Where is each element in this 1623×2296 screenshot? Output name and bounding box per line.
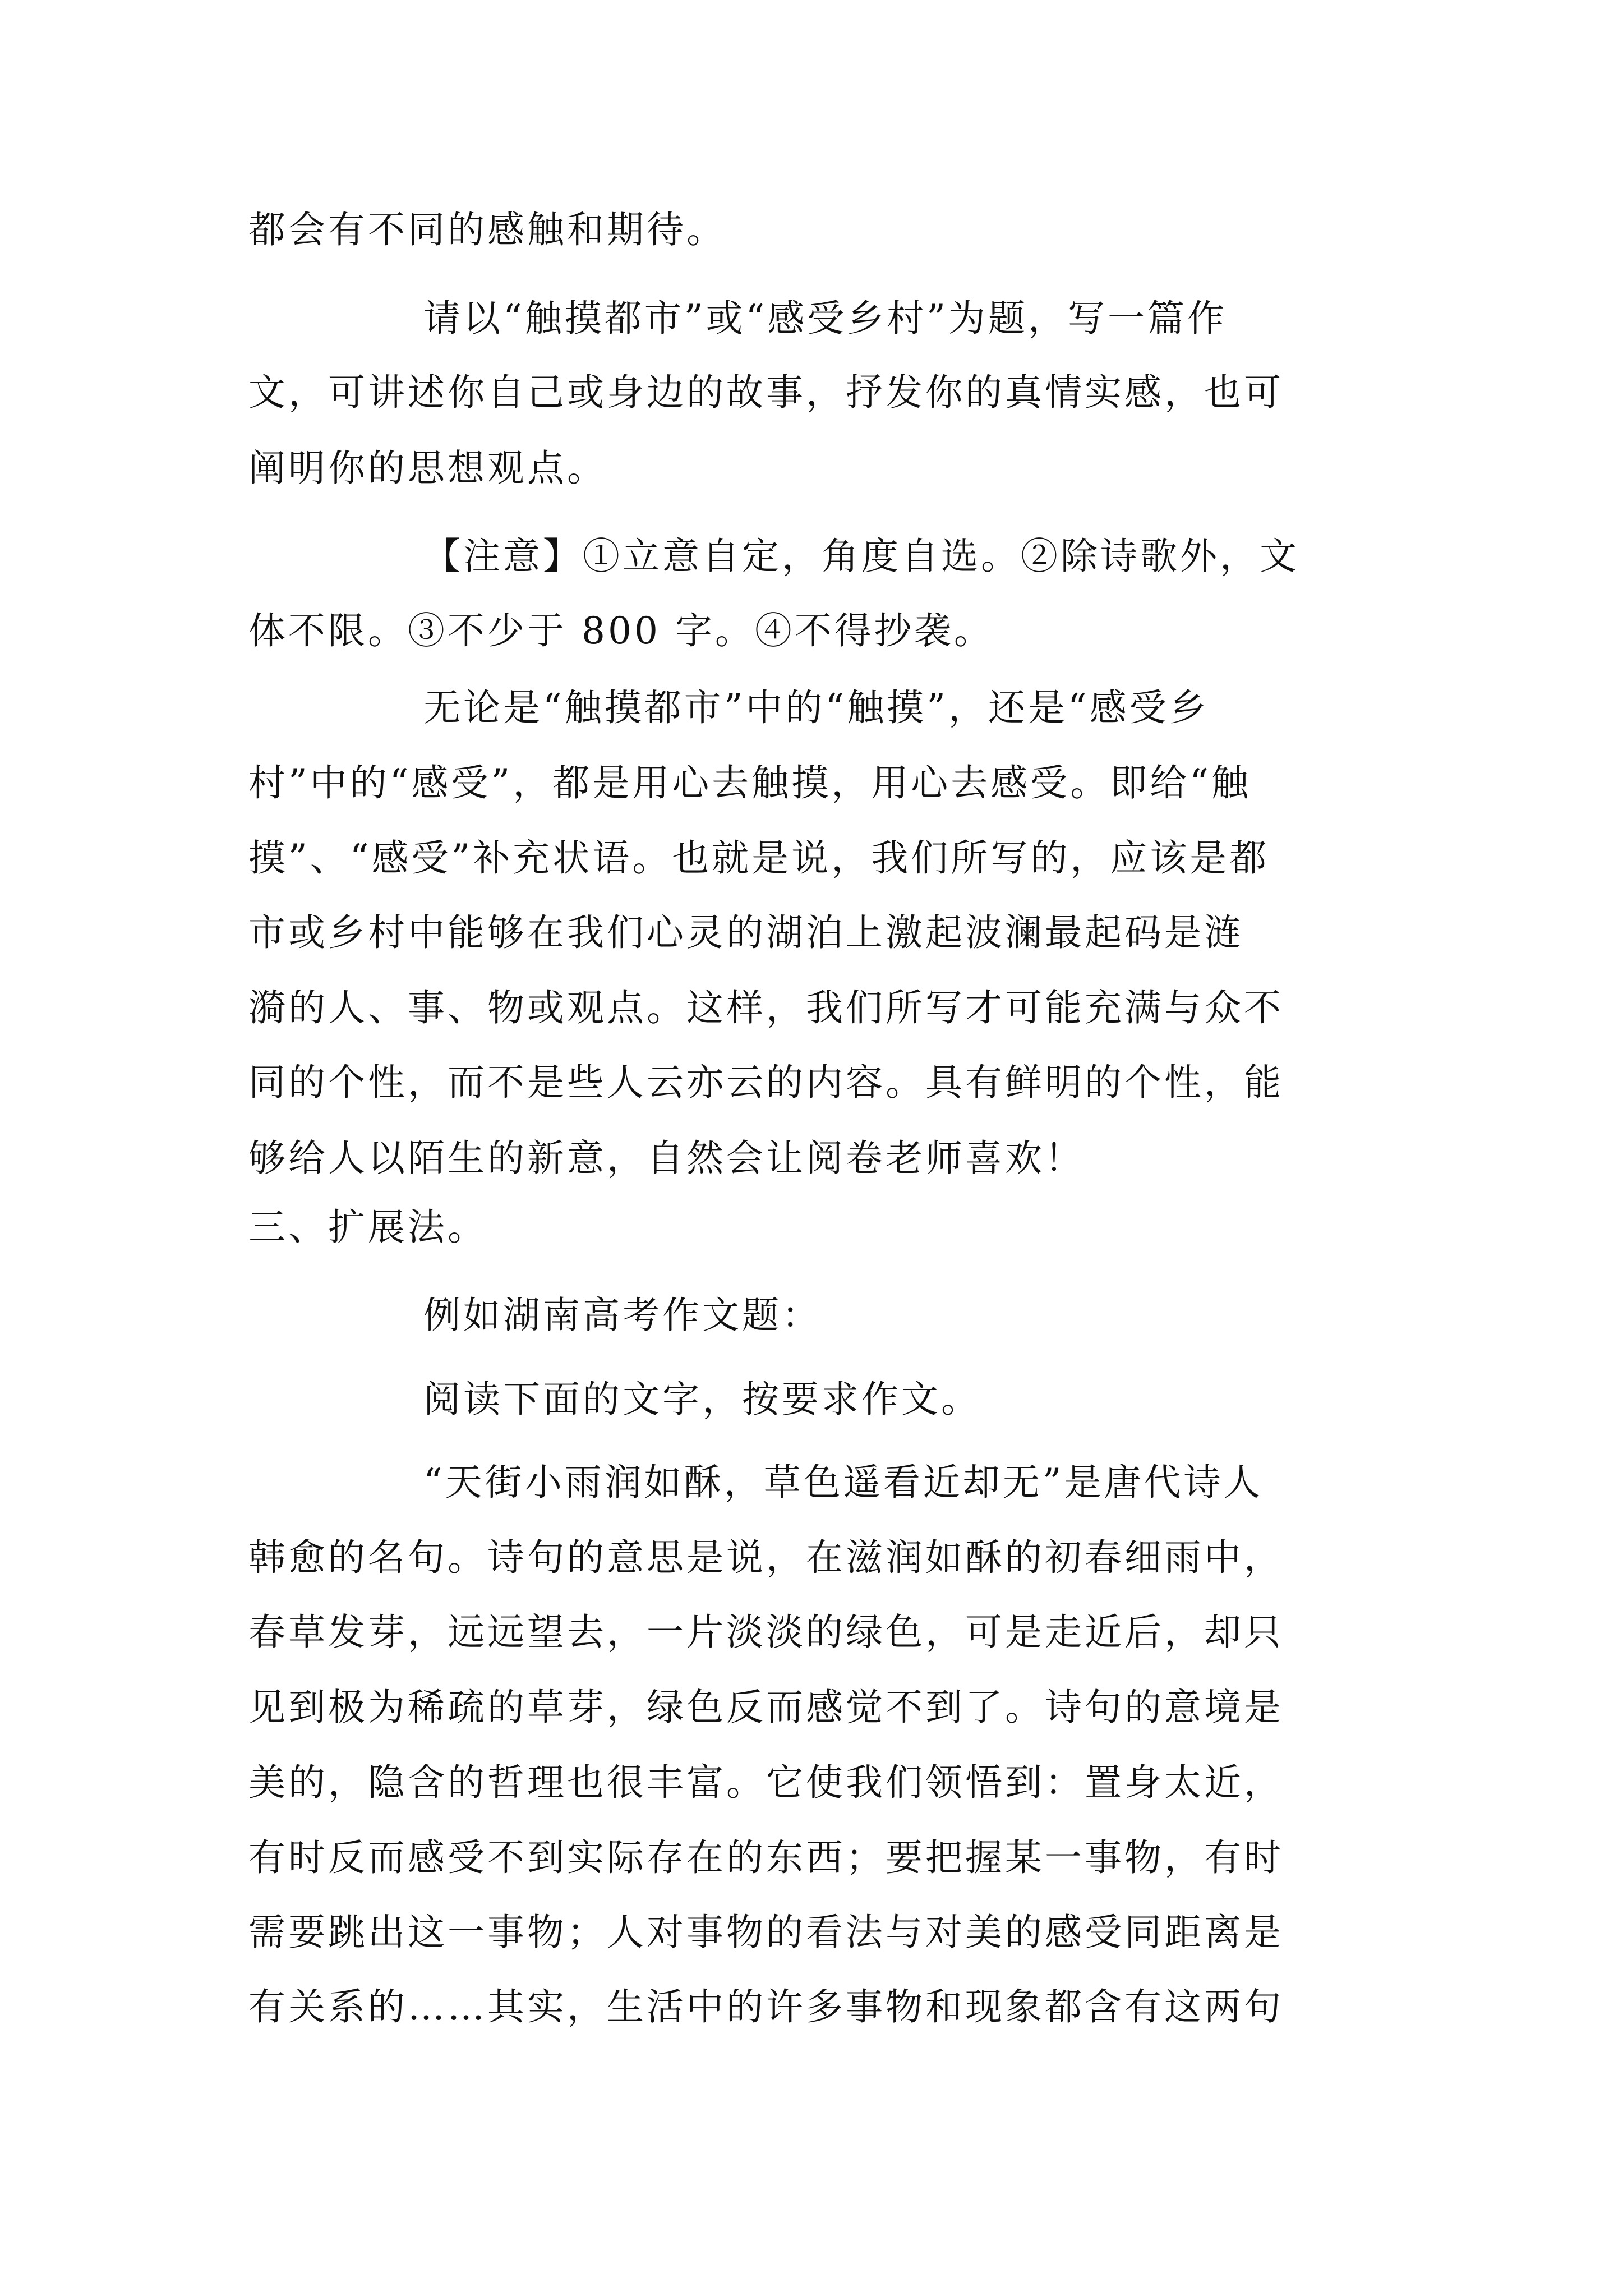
- text-line: “天街小雨润如酥，草色遥看近却无”是唐代诗人: [423, 1461, 1264, 1504]
- text-line: 阅读下面的文字，按要求作文。: [423, 1378, 981, 1421]
- text-line: 阐明你的思想观点。: [248, 447, 607, 490]
- text-line: 都会有不同的感触和期待。: [248, 208, 726, 251]
- text-line: 漪的人、事、物或观点。这样，我们所写才可能充满与众不: [248, 986, 1284, 1029]
- text-line: 体不限。③不少于 800 字。④不得抄袭。: [248, 609, 994, 652]
- text-line: 同的个性，而不是些人云亦云的内容。具有鲜明的个性，能: [248, 1061, 1284, 1104]
- text-line: 够给人以陌生的新意，自然会让阅卷老师喜欢！: [248, 1137, 1085, 1180]
- text-line: 有关系的……其实，生活中的许多事物和现象都含有这两句: [248, 1985, 1284, 2028]
- text-line: 市或乡村中能够在我们心灵的湖泊上激起波澜最起码是涟: [248, 911, 1244, 954]
- text-line: 有时反而感受不到实际存在的东西；要把握某一事物，有时: [248, 1836, 1284, 1879]
- text-line: 韩愈的名句。诗句的意思是说，在滋润如酥的初春细雨中，: [248, 1536, 1284, 1579]
- text-line: 美的，隐含的哲理也很丰富。它使我们领悟到：置身太近，: [248, 1761, 1284, 1804]
- text-line: 摸”、“感受”补充状语。也就是说，我们所写的，应该是都: [248, 836, 1270, 880]
- text-line: 需要跳出这一事物；人对事物的看法与对美的感受同距离是: [248, 1911, 1284, 1954]
- text-line: 见到极为稀疏的草芽，绿色反而感觉不到了。诗句的意境是: [248, 1686, 1284, 1729]
- section-heading: 三、扩展法。: [248, 1205, 487, 1249]
- text-line: 例如湖南高考作文题：: [423, 1294, 822, 1337]
- text-line: 春草发芽，远远望去，一片淡淡的绿色，可是走近后，却只: [248, 1611, 1284, 1654]
- text-line: 【注意】①立意自定，角度自选。②除诗歌外，文: [423, 535, 1299, 578]
- text-line: 无论是“触摸都市”中的“触摸”，还是“感受乡: [423, 686, 1209, 729]
- text-line: 请以“触摸都市”或“感受乡村”为题，写一篇作: [423, 297, 1227, 340]
- text-line: 村”中的“感受”，都是用心去触摸，用心去感受。即给“触: [248, 761, 1251, 804]
- text-line: 文，可讲述你自己或身边的故事，抒发你的真情实感，也可: [248, 371, 1284, 414]
